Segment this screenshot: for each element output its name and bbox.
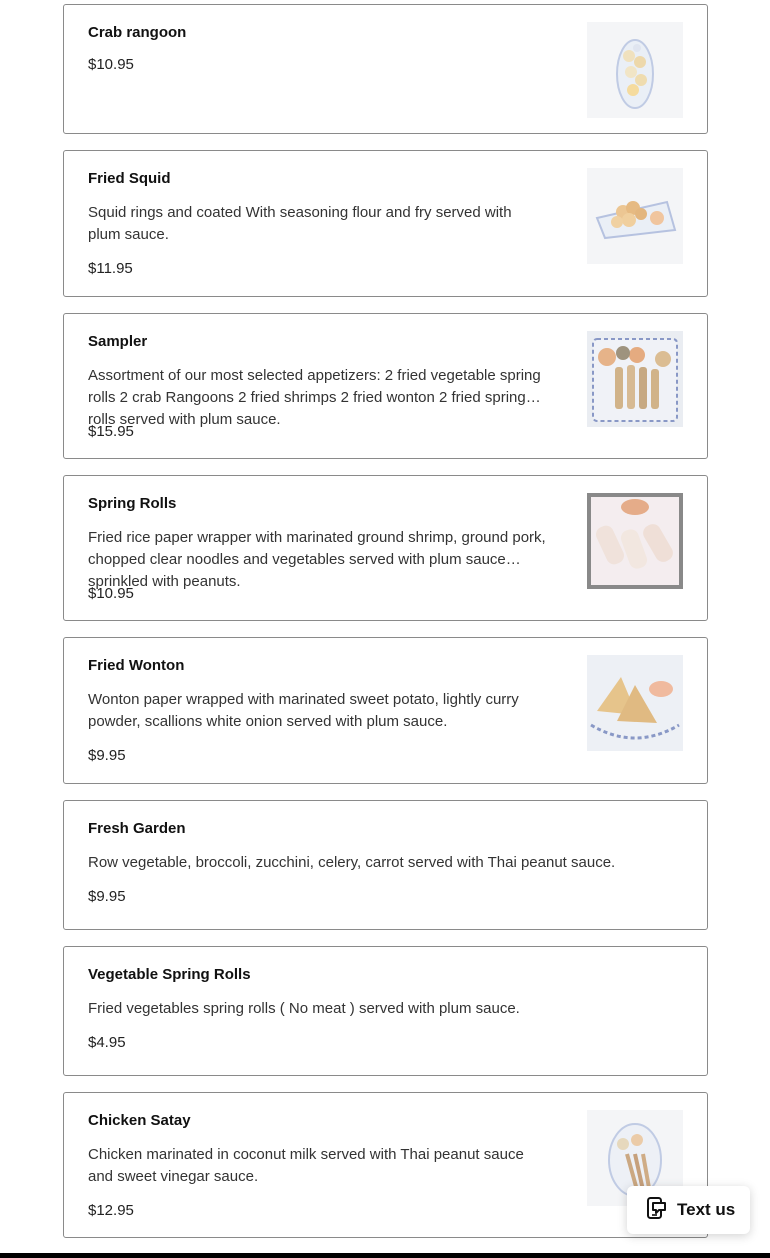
- menu-item-description: Squid rings and coated With seasoning flour and fry served with plum sauce.: [88, 204, 512, 243]
- menu-item-card[interactable]: [63, 800, 708, 930]
- chat-phone-icon: [645, 1196, 667, 1225]
- menu-item-description: Chicken marinated in coconut milk served with Thai peanut sauce and sweet vinegar sauce.: [88, 1146, 524, 1185]
- menu-item-text: [88, 1112, 548, 1220]
- menu-item-name: Vegetable Spring Rolls: [88, 966, 251, 983]
- menu-item-card[interactable]: [63, 475, 708, 621]
- menu-item-description: Fried vegetables spring rolls ( No meat ) served with plum sauce.: [88, 1000, 520, 1017]
- menu-item-text: [88, 170, 548, 278]
- menu-item-text: [88, 657, 548, 765]
- menu-item-description: Row vegetable, broccoli, zucchini, celery, carrot served with Thai peanut sauce.: [88, 854, 616, 871]
- menu-item-card[interactable]: [63, 946, 708, 1076]
- menu-item-price: $9.95: [88, 888, 126, 905]
- menu-item-name: Crab rangoon: [88, 24, 187, 41]
- sampler-photo: [587, 331, 683, 427]
- menu-item-name: Spring Rolls: [88, 495, 177, 512]
- menu-item-price: $10.95: [88, 585, 134, 602]
- menu-item-price: $12.95: [88, 1202, 134, 1219]
- menu-item-price: $4.95: [88, 1034, 126, 1051]
- menu-item-card[interactable]: [63, 313, 708, 459]
- menu-item-card[interactable]: [63, 1092, 708, 1238]
- spring-rolls-photo: [587, 493, 683, 589]
- menu-item-card[interactable]: [63, 150, 708, 297]
- menu-item-text: [88, 495, 548, 603]
- menu-item-name: Fresh Garden: [88, 820, 186, 837]
- bottom-bar: [0, 1253, 770, 1258]
- menu-item-text: [88, 966, 678, 1052]
- fried-wonton-photo: [587, 655, 683, 751]
- menu-item-price: $10.95: [88, 56, 134, 73]
- text-us-button[interactable]: [627, 1186, 750, 1234]
- menu-item-text: [88, 820, 678, 906]
- menu-item-name: Sampler: [88, 333, 148, 350]
- menu-item-price: $11.95: [88, 260, 133, 277]
- menu-item-description: Fried rice paper wrapper with marinated ground shrimp, ground pork, chopped clear noodles and vegetables served with plum sauce sprinkled with peanuts.: [88, 529, 546, 590]
- fried-squid-photo: [587, 168, 683, 264]
- menu-item-price: $15.95: [88, 423, 134, 440]
- menu-item-name: Fried Squid: [88, 170, 171, 187]
- text-us-label: Text us: [677, 1200, 736, 1219]
- crab-rangoon-photo: [587, 22, 683, 118]
- menu-item-name: Chicken Satay: [88, 1112, 191, 1129]
- menu-item-price: $9.95: [88, 747, 126, 764]
- menu-item-name: Fried Wonton: [88, 657, 185, 674]
- menu-item-description: Wonton paper wrapped with marinated sweet potato, lightly curry powder, scallions white onion served with plum sauce.: [88, 691, 519, 730]
- menu-item-text: [88, 24, 548, 74]
- menu-item-text: [88, 333, 548, 441]
- menu-item-description: Assortment of our most selected appetizers: 2 fried vegetable spring rolls 2 crab Rangoons 2 fried shrimps 2 fried wonton 2 fried spring rolls served with plum sauce.: [88, 367, 541, 428]
- menu-item-card[interactable]: [63, 4, 708, 134]
- menu-item-card[interactable]: [63, 637, 708, 784]
